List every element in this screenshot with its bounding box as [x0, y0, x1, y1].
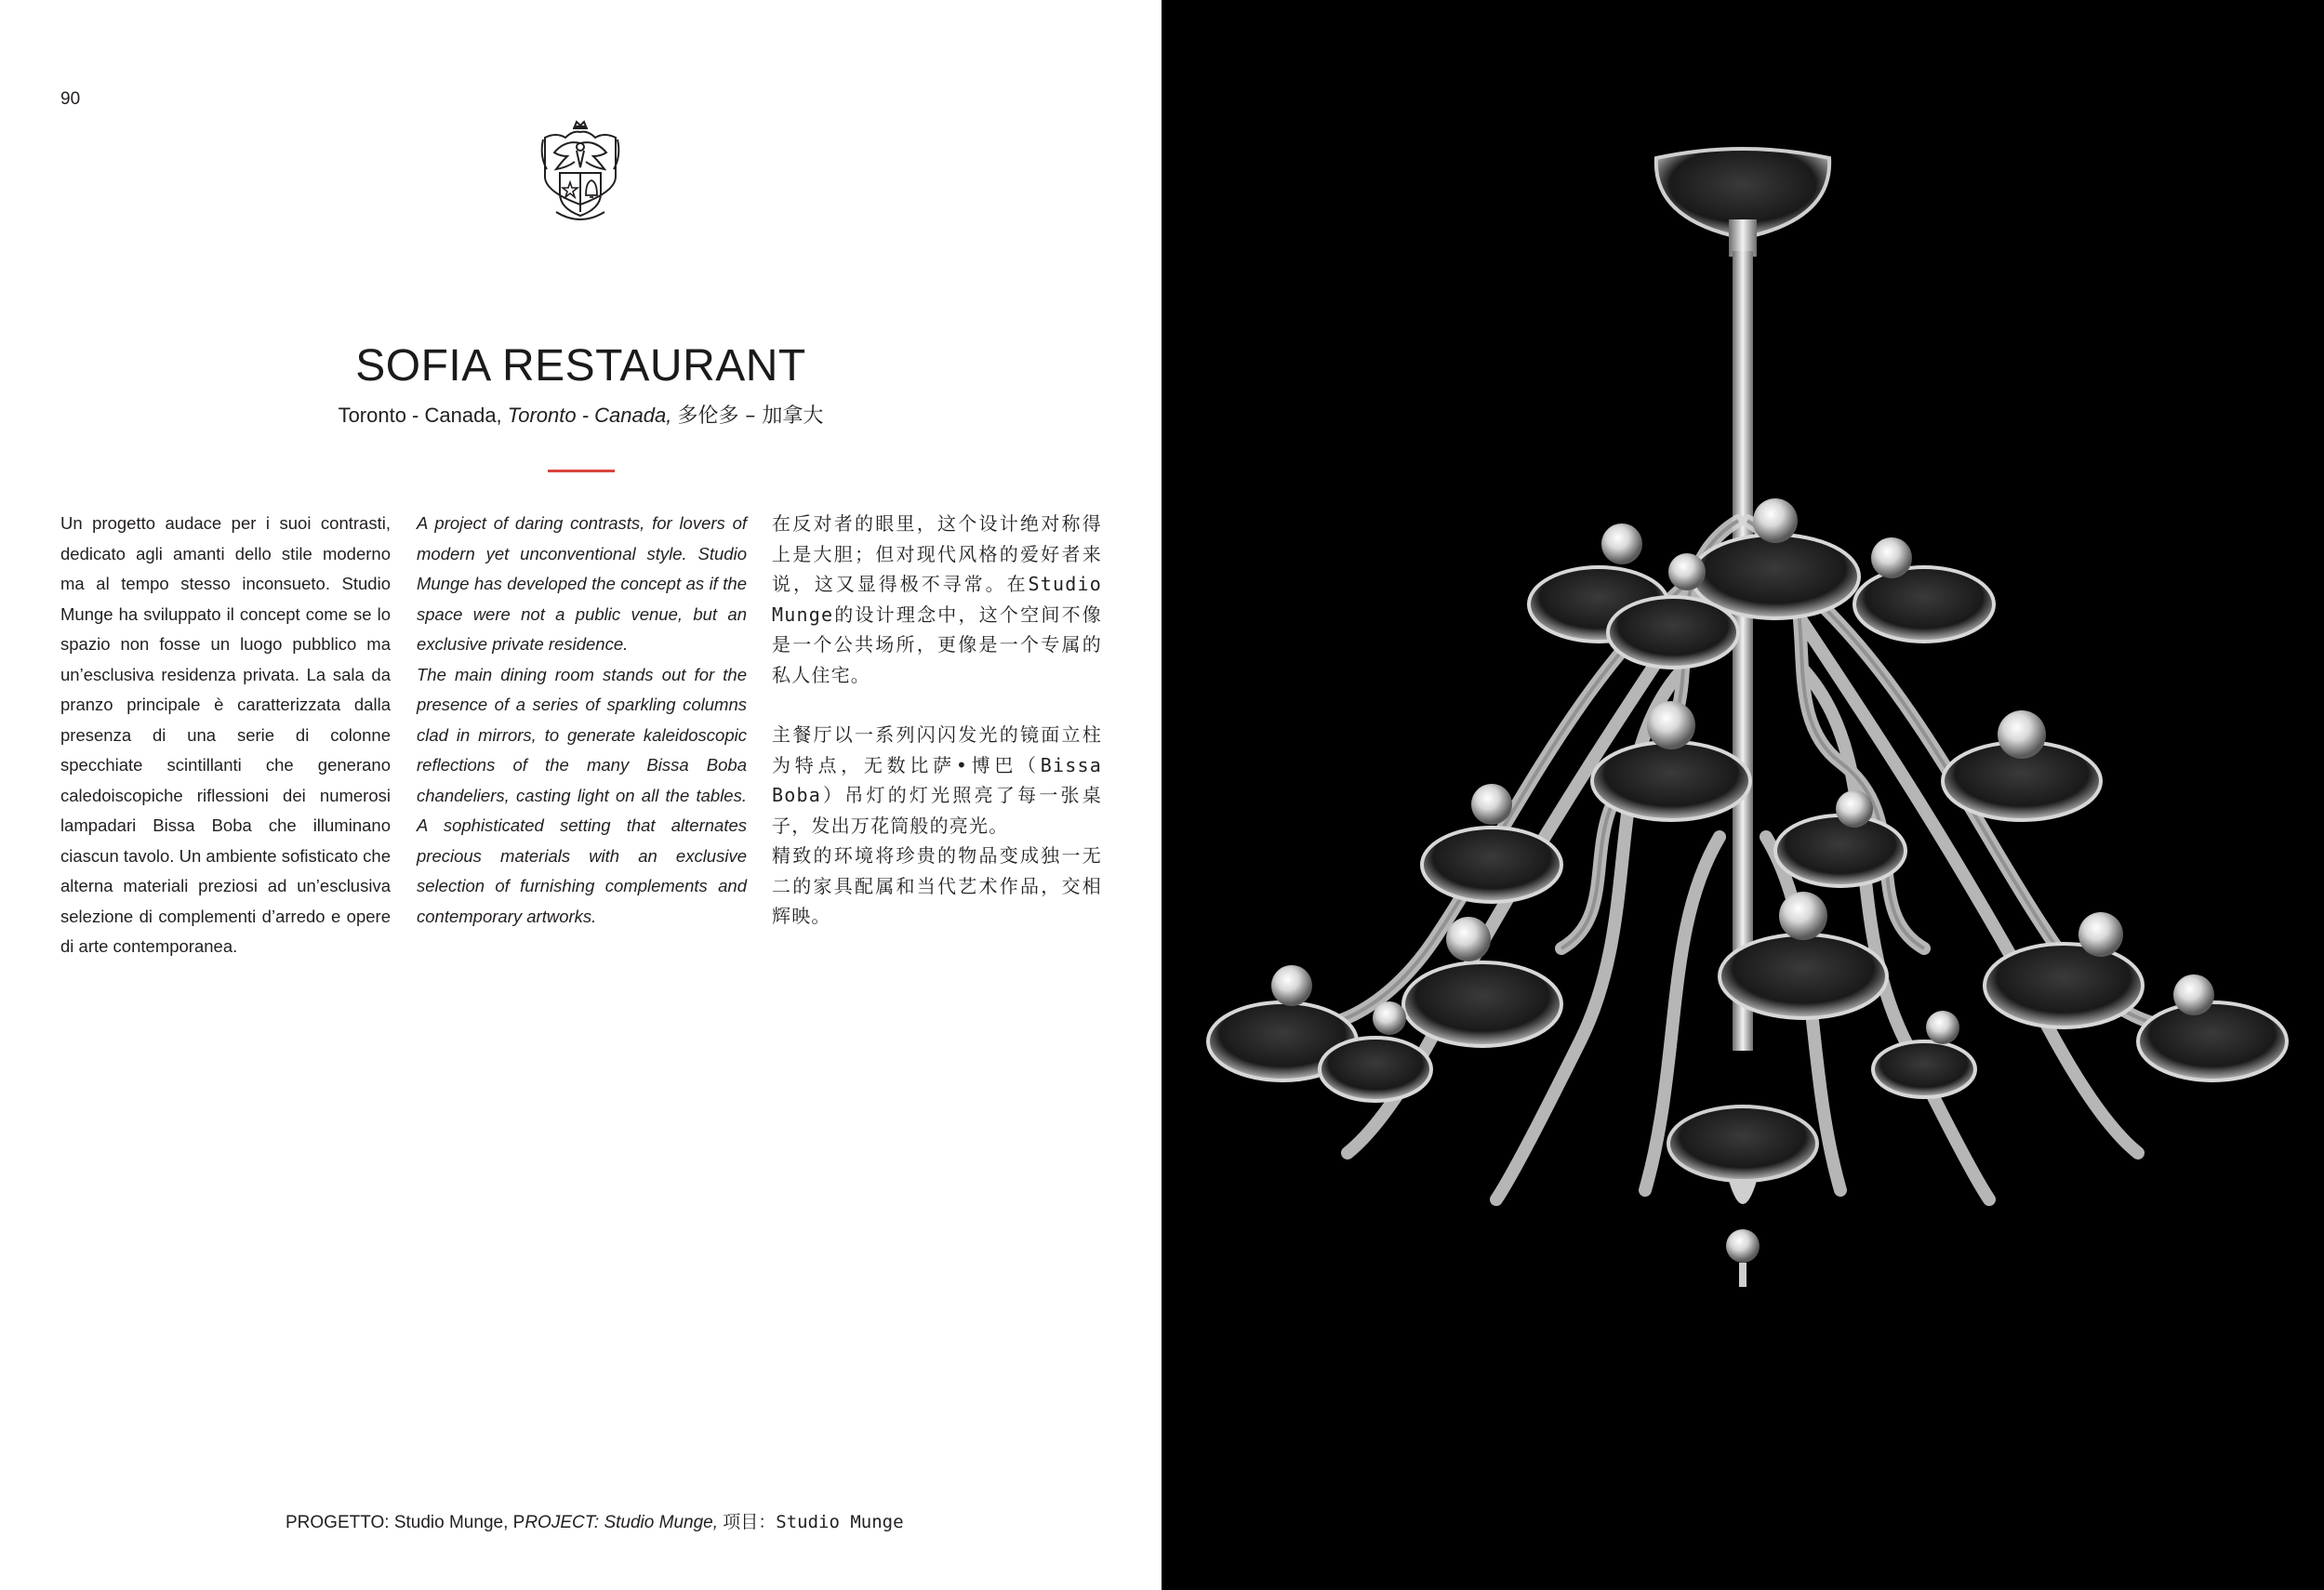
- chinese-paragraph-3: 精致的环境将珍贵的物品变成独一无二的家具配属和当代艺术作品，交相辉映。: [772, 844, 1102, 927]
- english-paragraph-2: The main dining room stands out for the presence of a series of sparkling columns clad in mirrors, to generate kaleidoscopic reflections of the many Bissa Boba chandeliers, casting light on all the tables. A sophisticated setting that alternates precious materials with an exclusive selection of furnishing complements and contemporary artworks.: [417, 664, 747, 926]
- chandelier-image: [1162, 0, 2324, 1590]
- italian-paragraph: Un progetto audace per i suoi contrasti, dedicato agli amanti dello stile moderno ma al tempo stesso inconsueto. Studio Munge ha sviluppato il concept come se lo spazio non fosse un luogo pubblico ma un’esclusiva residenza privata. La sala da pranzo principale è caratterizzata dalla presenza di una serie di colonne specchiate scintillanti che generano caledoiscopiche riflessioni dei numerosi lampadari Bissa Boba che illuminano ciascun tavolo. Un ambiente sofisticato che alterna materiali preziosi ad un’esclusiva selezione di complementi d’arredo e opere di arte contemporanea.: [60, 513, 391, 956]
- chandelier-photo: [1162, 0, 2324, 1590]
- chinese-paragraph-2: 主餐厅以一系列闪闪发光的镜面立柱为特点，无数比萨•博巴（Bissa Boba）吊灯的灯光照亮了每一张桌子，发出万花筒般的亮光。: [772, 723, 1102, 837]
- chinese-paragraph-1: 在反对者的眼里，这个设计绝对称得上是大胆；但对现代风格的爱好者来说，这又显得极不寻常。在Studio Munge的设计理念中，这个空间不像是一个公共场所，更像是一个专属的私人住宅。: [772, 512, 1102, 686]
- page-title: SOFIA RESTAURANT: [355, 341, 806, 391]
- location-chinese: 多伦多 – 加拿大: [677, 404, 824, 428]
- english-text-column: [417, 509, 747, 932]
- page-number: 90: [60, 89, 81, 109]
- location-italic: Toronto - Canada,: [507, 404, 678, 427]
- heraldic-crest-icon: [538, 119, 623, 227]
- credits-italic: ROJECT: Studio Munge,: [525, 1513, 724, 1532]
- credits-chinese: 项目：Studio Munge: [723, 1512, 904, 1532]
- location-subtitle: [0, 400, 1162, 429]
- project-credits: [286, 1508, 904, 1533]
- italian-text-column: [60, 509, 391, 962]
- credits-plain: PROGETTO: Studio Munge, P: [286, 1513, 525, 1532]
- location-plain: Toronto - Canada,: [338, 404, 508, 427]
- english-paragraph-1: A project of daring contrasts, for lovers of modern yet unconventional style. Studio Munge has developed the concept as if the space were not a public venue, but an exclusive private residence.: [417, 513, 747, 654]
- accent-divider: [548, 470, 615, 472]
- chinese-text-column: [772, 509, 1102, 932]
